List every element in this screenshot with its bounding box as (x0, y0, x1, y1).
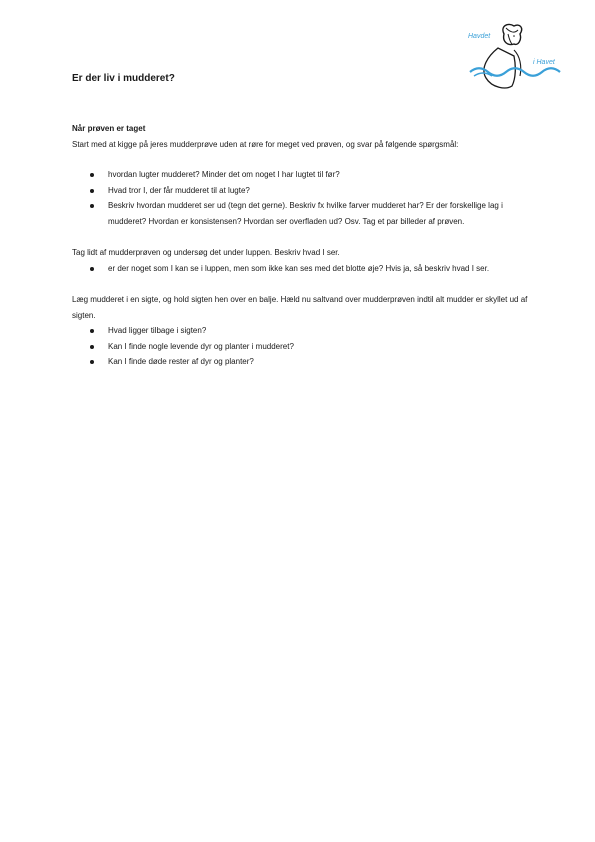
list-item: Kan I finde døde rester af dyr og planter? (72, 354, 532, 370)
list-item: Hvad ligger tilbage i sigten? (72, 323, 532, 339)
list-item: er der noget som I kan se i luppen, men som ikke kan ses med det blotte øje? Hvis ja, så beskriv hvad I ser. (72, 261, 532, 277)
bullet-icon (90, 360, 94, 364)
list-item: Kan I finde nogle levende dyr og planter i mudderet? (72, 339, 532, 355)
logo-text-top: Havdet (468, 33, 491, 40)
logo-text-bottom: i Havet (533, 59, 555, 66)
section1-list (72, 167, 532, 229)
bullet-icon (90, 173, 94, 177)
section1-intro: Start med at kigge på jeres mudderprøve uden at røre for meget ved prøven, og svar på følgende spørgsmål: (72, 139, 459, 149)
bullet-icon (90, 267, 94, 271)
bullet-icon (90, 204, 94, 208)
logo-figure-icon (464, 20, 564, 94)
section3-intro: Læg mudderet i en sigte, og hold sigten hen over en balje. Hæld nu saltvand over mudderprøven indtil alt mudder er skyllet ud af sigten. (72, 295, 528, 320)
list-item: Hvad tror I, der får mudderet til at lugte? (72, 183, 532, 199)
document-body (72, 121, 532, 370)
bullet-icon (90, 329, 94, 333)
page-title: Er der liv i mudderet? (72, 73, 175, 84)
bullet-icon (90, 189, 94, 193)
list-item: Beskriv hvordan mudderet ser ud (tegn det gerne). Beskriv fx hvilke farver mudderet har? Er der forskellige lag i mudderet? Hvordan er konsistensen? Hvordan ser overfladen ud? Osv. Tag et par billeder af prøven. (72, 198, 532, 229)
list-item: hvordan lugter mudderet? Minder det om noget I har lugtet til før? (72, 167, 532, 183)
section-heading: Når prøven er taget (72, 124, 146, 133)
section2-intro: Tag lidt af mudderprøven og undersøg det under luppen. Beskriv hvad I ser. (72, 248, 340, 257)
bullet-icon (90, 345, 94, 349)
section2-list (72, 261, 532, 277)
section3-list (72, 323, 532, 370)
havet-logo (464, 20, 564, 94)
